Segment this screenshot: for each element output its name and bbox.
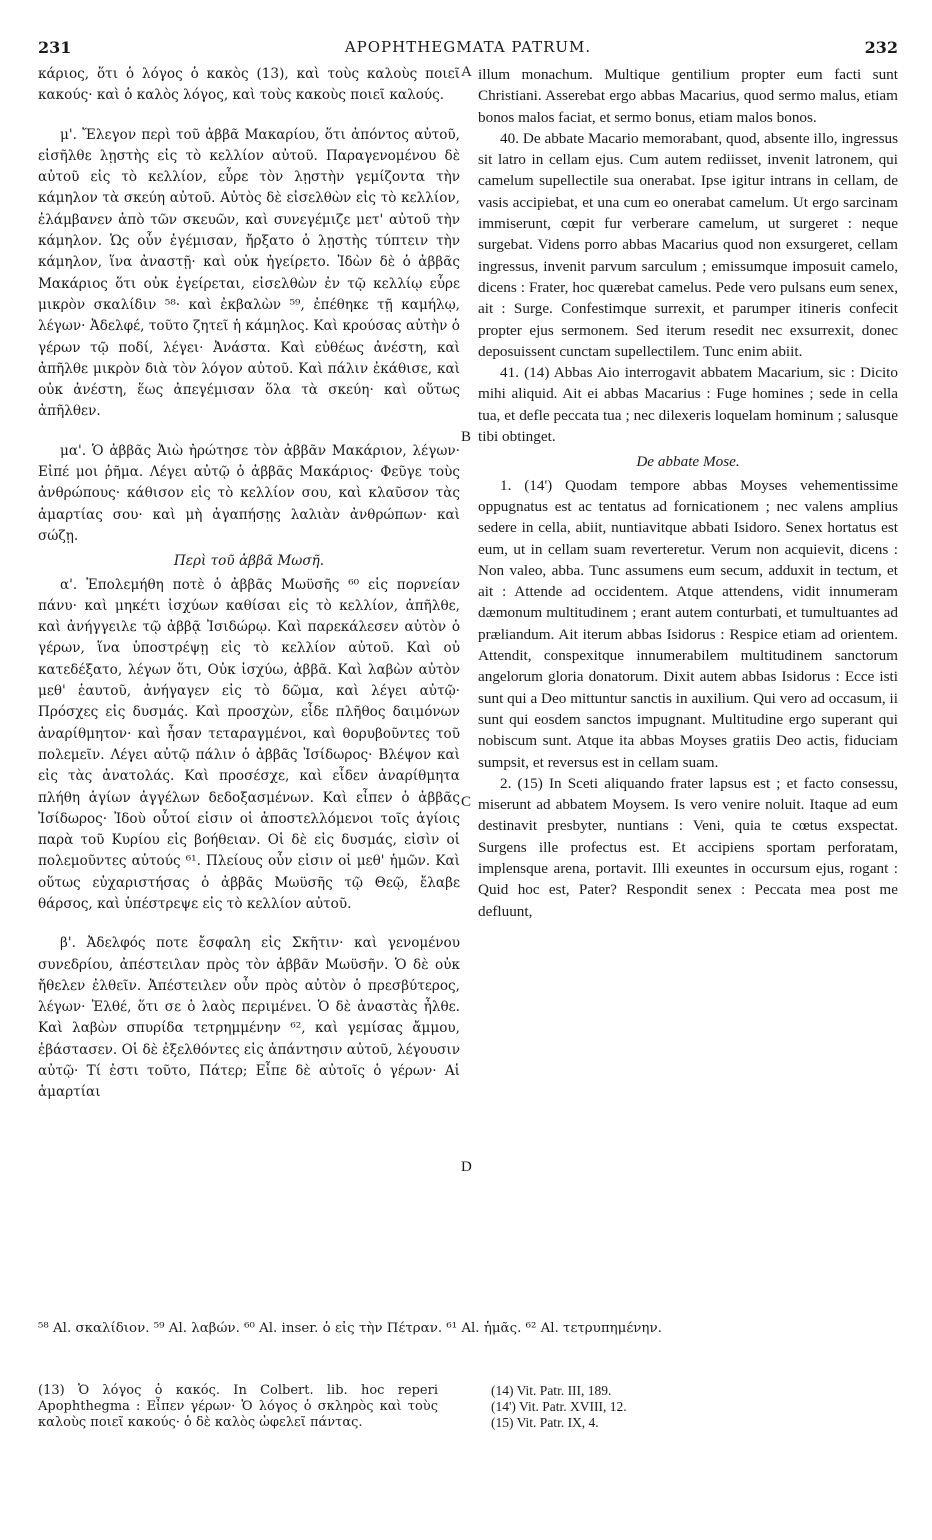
- source-note-15: (15) Vit. Patr. IX, 4.: [491, 1415, 599, 1430]
- margin-marker-b: B: [461, 429, 472, 445]
- latin-paragraph: illum monachum. Multique gentilium propter eum facti sunt Christiani. Asserebat ergo abbas Macarius, quod sermo malus, etiam bonos malos faciat, et sermo bonus, etiam malos bonos.: [478, 66, 898, 126]
- commentary-note-13: (13) Ὁ λόγος ὁ κακός. In Colbert. lib. hoc reperi Apophthegma : Εἶπεν γέρων· Ὁ λόγος ὁ σκληρὸς καὶ τοὺς καλοὺς ποιεῖ κακούς· ὁ δὲ καλὸς ὠφελεῖ πάντας.: [38, 1383, 438, 1430]
- footnotes-apparatus: [38, 1318, 898, 1339]
- latin-paragraph: 40. De abbate Macario memorabant, quod, absente illo, ingressus sit latro in cellam ejus. Cum autem rediisset, invenit latronem, qui camelum supellectile sua onerabat. Ipse igitur intrans in cellam, de vasis accipiebat, et una cum eo onerabat camelum. Ut ergo sarcinam immiserunt, cœpit fur verberare camelum, ut surgeret : neque surgebat. Videns porro abbas Macarius quod non exsurgeret, cellam ingressus, invenit parvum sarculum ; emissumque imposuit camelo, dicens : Frater, hoc quærebat camelus. Pede vero pulsans eum senex, ait : Surge. Confestimque surrexit, et parumper itineris confecit propter ejus sermonem. Sed iterum resedit nec exsurrexit, donec deposuissent cunctam supellectilem. Tunc enim abiit.: [478, 129, 898, 360]
- latin-column: [478, 64, 898, 922]
- margin-marker-a: A: [461, 64, 472, 80]
- greek-column: [38, 64, 460, 1104]
- running-title: APOPHTHEGMATA PATRUM.: [344, 38, 592, 56]
- page-number-right: 232: [864, 38, 898, 57]
- page-number-left: 231: [38, 38, 72, 57]
- page: [38, 38, 898, 1430]
- greek-paragraph: β'. Ἀδελφός ποτε ἔσφαλη εἰς Σκῆτιν· καὶ γενομένου συνεδρίου, ἀπέστειλαν πρὸς τὸν ἀββᾶν Μωϋσῆν. Ὁ δὲ οὐκ ἤθελεν ἐλθεῖν. Ἀπέστειλεν οὖν πρὸς αὐτὸν ὁ πρεσβύτερος, λέγων· Ἐλθέ, ὅτι σε ὁ λαὸς περιμένει. Ὁ δὲ ἀναστὰς ἦλθε. Καὶ λαβὼν σπυρίδα τετρημμένην ⁶², καὶ γεμίσας ἄμμου, ἐβάστασεν. Οἱ δὲ ἐξελθόντες εἰς ἀπάντησιν αὐτοῦ, λέγουσιν αὐτῷ· Τί ἐστι τοῦτο, Πάτερ; Εἶπε δὲ αὐτοῖς ὁ γέρων· Αἱ ἁμαρτίαι: [38, 935, 460, 1101]
- source-note-14: (14) Vit. Patr. III, 189.: [491, 1383, 612, 1398]
- latin-section-heading: De abbate Mose.: [636, 453, 740, 471]
- commentary-left: [38, 1383, 438, 1431]
- commentary-right: [491, 1383, 891, 1431]
- greek-paragraph: μα'. Ὁ ἀββᾶς Ἀιὼ ἠρώτησε τὸν ἀββᾶν Μακάριον, λέγων· Εἰπέ μοι ῥῆμα. Λέγει αὐτῷ ὁ ἀββᾶς Μακάριος· Φεῦγε τοὺς ἀνθρώπους· κάθισον εἰς τὸ κελλίον σου, καὶ κλαῦσον τὰς ἁμαρτίας σου· καὶ μὴ ἀγαπήσῃς λαλιὰν ἀνθρώπων· καὶ σώζῃ.: [38, 442, 460, 544]
- text-columns: [38, 64, 898, 1322]
- latin-paragraph: 41. (14) Abbas Aio interrogavit abbatem Macarium, sic : Dicito mihi aliquid. Ait ei abbas Macarius : Fuge homines ; sede in cella tua, et defle peccata tua ; nec dilexeris loquelam hominum ; salusque tibi obtinget.: [478, 364, 898, 446]
- running-head: [38, 38, 898, 64]
- latin-paragraph: 2. (15) In Sceti aliquando frater lapsus est ; et facto consessu, miserunt ad abbatem Moysem. Is vero venire noluit. Itaque ad eum destinavit presbyter, nuntians : Veni, quia te cœtus exspectat. Surgens ille profectus est. Et accipiens sportam perforatam, implensque arena, portavit. Illi exeuntes in occursum ejus, rogant : Quid hoc est, Pater? Respondit senex : Peccata mea post me defluunt,: [478, 774, 898, 920]
- greek-section-heading: Περὶ τοῦ ἀββᾶ Μωσῆ.: [173, 553, 325, 570]
- greek-paragraph: α'. Ἐπολεμήθη ποτὲ ὁ ἀββᾶς Μωϋσῆς ⁶⁰ εἰς πορνείαν πάνυ· καὶ μηκέτι ἰσχύων καθίσαι εἰς τὸ κελλίον, ἀπῆλθε, καὶ ἀνήγγειλε τῷ ἀββᾷ Ἰσιδώρῳ. Καὶ παρεκάλεσεν αὐτὸν ὁ γέρων, ἵνα ὑποστρέψῃ εἰς τὸ κελλίον αὐτοῦ. Καὶ οὐ κατεδέξατο, λέγων ὅτι, Οὐκ ἰσχύω, ἀββᾶ. Καὶ λαβὼν αὐτὸν μεθ' ἑαυτοῦ, ἀνήγαγεν εἰς τὸ δῶμα, καὶ λέγει αὐτῷ· Πρόσχες εἰς δυσμάς. Καὶ προσχὼν, εἶδε πλῆθος δαιμόνων ἀναρίθμητον· καὶ ἦσαν τεταραγμένοι, καὶ θορυβοῦντες τοῦ πολεμεῖν. Λέγει αὐτῷ πάλιν ὁ ἀββᾶς Ἰσίδωρος· Βλέψον καὶ εἰς τὰς ἀνατολάς. Καὶ προσέσχε, καὶ εἶδεν ἀναρίθμητα πλήθη ἁγίων ἀγγέλων δεδοξασμένων. Καὶ εἶπεν ὁ ἀββᾶς Ἰσίδωρος· Ἰδοὺ οὗτοί εἰσιν οἱ ἀποστελλόμενοι τοῖς ἁγίοις παρὰ τοῦ Κυρίου εἰς βοήθειαν. Οἱ δὲ εἰς δυσμάς, εἰσὶν οἱ πολεμοῦντες αὐτούς ⁶¹. Πλείους οὖν εἰσιν οἱ μεθ' ἡμῶν. Καὶ οὕτως εὐχαριστήσας ὁ ἀββᾶς Μωϋσῆς τῷ Θεῷ, ἔλαβε θάρσος, καὶ ὑπέστρεψε εἰς τὸ κελλίον αὐτοῦ.: [38, 576, 460, 912]
- footnote-line: ⁵⁸ Al. σκαλίδιον. ⁵⁹ Al. λαβών. ⁶⁰ Al. inser. ὁ εἰς τὴν Πέτραν. ⁶¹ Al. ἡμᾶς. ⁶² Al. τετρυπημένην.: [38, 1321, 662, 1336]
- margin-marker-c: C: [461, 794, 472, 810]
- greek-paragraph: κάριος, ὅτι ὁ λόγος ὁ κακὸς (13), καὶ τοὺς καλοὺς ποιεῖ κακούς· καὶ ὁ καλὸς λόγος, καὶ τοὺς κακοὺς ποιεῖ καλούς.: [38, 66, 460, 104]
- source-note-14b: (14') Vit. Patr. XVIII, 12.: [491, 1399, 627, 1414]
- greek-paragraph: μ'. Ἔλεγον περὶ τοῦ ἀββᾶ Μακαρίου, ὅτι ἀπόντος αὐτοῦ, εἰσῆλθε λῃστὴς εἰς τὸ κελλίον αὐτοῦ. Παραγενομένου δὲ αὐτοῦ εἰς τὸ κελλίον, εὗρε τὸν λῃστὴν γεμίζοντα τὴν κάμηλον τὰ σκεύη αὐτοῦ. Αὐτὸς δὲ εἰσελθὼν εἰς τὸ κελλίον, ἐλάμβανεν ἀπὸ τῶν σκευῶν, καὶ συνεγέμιζε μετ' αὐτοῦ τὴν κάμηλον. Ὡς οὖν ἐγέμισαν, ἤρξατο ὁ λῃστὴς τύπτειν τὴν κάμηλον, ἵνα ἀναστῇ· καὶ οὐκ ἠγείρετο. Ἰδὼν δὲ ὁ ἀββᾶς Μακάριος ὅτι οὐκ ἐγείρεται, εἰσελθὼν ἐν τῷ κελλίῳ εὗρε μικρὸν σκαλίδιν ⁵⁸· καὶ ἐκβαλὼν ⁵⁹, ἐπέθηκε τῇ καμήλῳ, λέγων· Ἀδελφέ, τοῦτο ζητεῖ ἡ κάμηλος. Καὶ κρούσας αὐτὴν ὁ γέρων τῷ ποδί, λέγει· Ἀνάστα. Καὶ εὐθέως ἀνέστη, καὶ ἀπῆλθε μικρὸν διὰ τὸν λόγον αὐτοῦ. Καὶ πάλιν ἐκάθισε, καὶ οὐκ ἀνέστη, ἕως ἀπεγέμισαν ὅλα τὰ σκεύη· καὶ οὕτως ἀπῆλθεν.: [38, 126, 460, 420]
- margin-marker-d: D: [461, 1159, 472, 1175]
- latin-paragraph: 1. (14') Quodam tempore abbas Moyses vehementissime oppugnatus est ac tentatus ad fornicationem ; nec valens amplius sedere in cella, abiit, nuntiavitque abbati Isidoro. Senex hortatus est eum, ut in cellam suam reverteretur. Verum non acquievit, dicens : Non valeo, abba. Tunc assumens eum secum, adduxit in tectum, et ait : Attende ad occidentem. Atque attendens, vidit innumeram dæmonum multitudinem ; erant autem conturbati, et tumultuantes ad præliandum. Ait iterum abbas Isidorus : Respice etiam ad orientem. Attendit, conspexitque innumerabilem multitudinem sanctorum angelorum gloria donatorum. Dixit autem abbas Isidorus : Ecce isti sunt qui a Deo mittuntur sanctis in auxilium. Qui vero ad occasum, ii sunt qui eosdem sanctos impugnant. Multitudine ergo superant qui nobiscum sunt. Atque ita abbas Moyses gratiis Deo actis, fiduciam sumpsit, et reversus est in cellam suam.: [478, 476, 898, 771]
